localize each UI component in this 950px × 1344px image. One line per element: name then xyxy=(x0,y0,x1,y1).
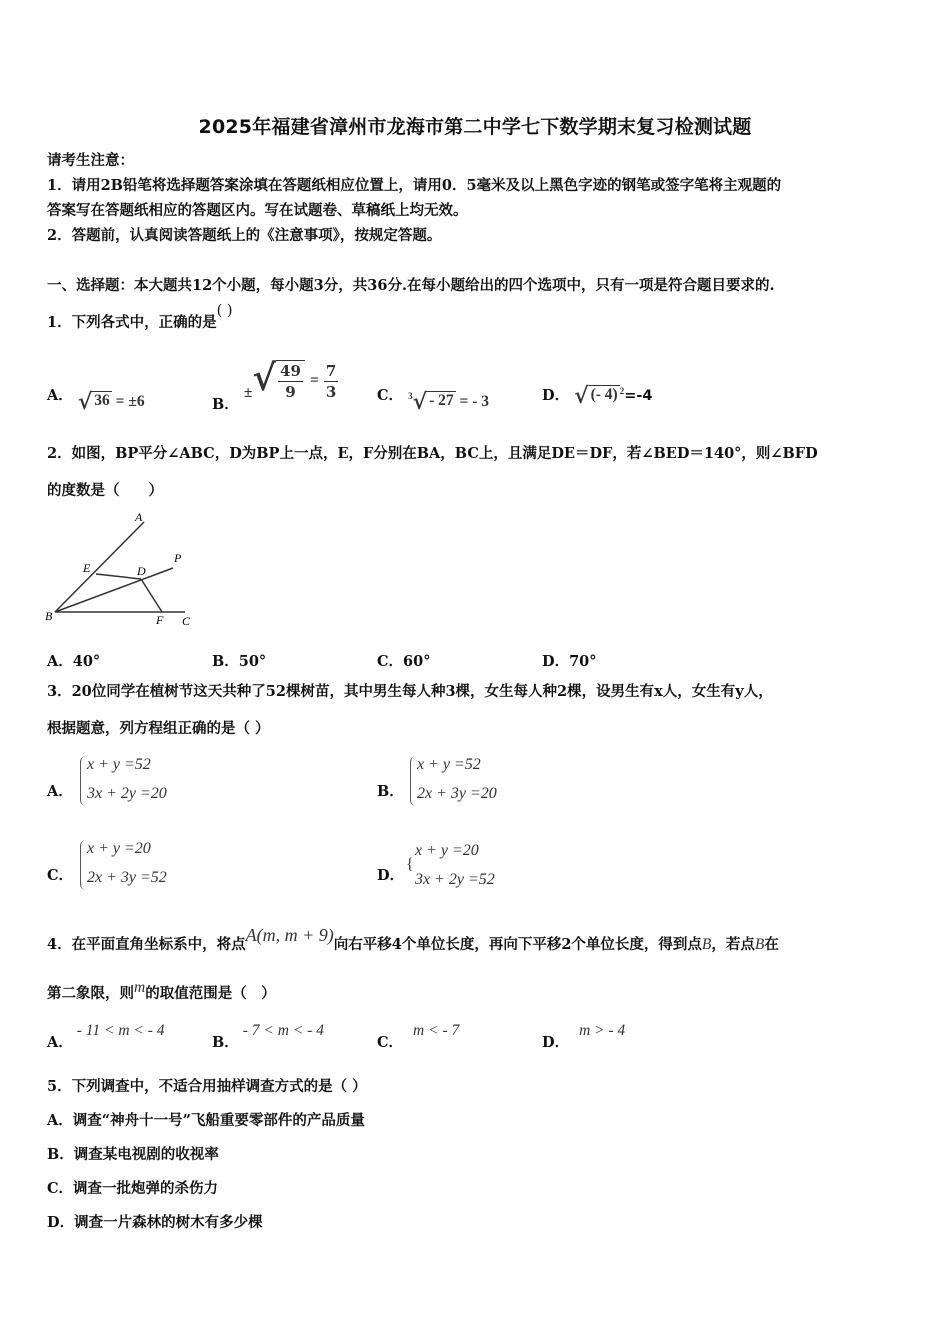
equation-2: 2x + 3y =52 xyxy=(87,869,167,886)
root-index: 3 xyxy=(408,391,413,401)
label-p: P xyxy=(174,551,182,565)
answer-paren: ( ) xyxy=(216,303,233,319)
ray-bp xyxy=(55,568,173,612)
notice-heading: 请考生注意： xyxy=(47,152,134,169)
q4-option-d xyxy=(542,1022,626,1052)
equation-1: x + y =52 xyxy=(417,756,481,773)
q3-option-d-system xyxy=(415,836,495,894)
q5-option-a: A．调查“神舟十一号”飞船重要零部件的产品质量 xyxy=(47,1112,365,1129)
q3-option-c-system xyxy=(87,834,167,892)
label-a: A xyxy=(135,510,143,524)
q2-option-b: B．50° xyxy=(212,653,267,670)
text: 4．在平面直角坐标系中，将点 xyxy=(47,936,246,953)
segment-df xyxy=(141,579,162,612)
question-1-text: 1．下列各式中，正确的是 xyxy=(47,314,217,331)
numerator: 49 xyxy=(280,362,301,380)
section-heading: 一、选择题：本大题共12个小题，每小题3分，共36分.在每小题给出的四个选项中，只有一项是符合题目要求的. xyxy=(47,277,775,294)
q4-option-c xyxy=(377,1022,460,1052)
equation-1: x + y =20 xyxy=(87,840,151,857)
q5-option-b: B．调查某电视剧的收视率 xyxy=(47,1146,219,1163)
radicand: 36 xyxy=(92,391,112,413)
q3-option-a-label: A． xyxy=(47,783,73,800)
q1-option-c xyxy=(377,384,489,415)
text: 第二象限，则 xyxy=(47,985,134,1002)
question-3-stem-line-2: 根据题意，列方程组正确的是（ ） xyxy=(47,720,270,737)
denominator: 9 xyxy=(285,383,296,401)
label-d: D xyxy=(137,564,146,578)
q1-option-d xyxy=(542,384,653,407)
equation-2: 3x + 2y =52 xyxy=(415,871,495,888)
q3-option-b-system xyxy=(417,750,497,808)
option-label: C． xyxy=(377,387,404,404)
point-b: B xyxy=(754,936,765,953)
q3-option-b-label: B． xyxy=(377,783,404,800)
system-brace xyxy=(80,840,87,890)
point-b: B xyxy=(701,936,712,953)
option-label: C． xyxy=(377,1034,404,1051)
sqrt-expression: √ (- 4) xyxy=(574,383,618,409)
equation-1: x + y =52 xyxy=(87,756,151,773)
equals: = xyxy=(309,372,319,389)
denominator: 3 xyxy=(325,382,337,401)
q1-option-b xyxy=(212,357,338,413)
option-label: A． xyxy=(47,387,73,404)
plus-minus: ± xyxy=(243,384,253,401)
question-2-stem-line-1: 2．如图，BP平分∠ABC，D为BP上一点，E，F分别在BA，BC上，且满足DE＝DF，若∠BED＝140°，则∠BFD xyxy=(47,445,818,462)
segment-de xyxy=(96,574,141,579)
equation-1: x + y =20 xyxy=(415,842,479,859)
q3-option-d-brace: { xyxy=(406,856,414,873)
label-c: C xyxy=(182,614,191,628)
option-text: = ±6 xyxy=(111,393,145,410)
equation-2: 3x + 2y =20 xyxy=(87,785,167,802)
notice-item-1-line-1: 1．请用2B铅笔将选择题答案涂填在答题纸相应位置上，请用0．5毫米及以上黑色字迹的钢笔或签字笔将主观题的 xyxy=(47,177,782,194)
option-expression: - 7 < m < - 4 xyxy=(242,1022,324,1039)
numerator: 7 xyxy=(325,361,337,380)
option-label: B． xyxy=(212,396,239,413)
text: ，若点 xyxy=(711,936,755,953)
option-expression: m < - 7 xyxy=(413,1022,460,1039)
question-4-stem-line-2 xyxy=(47,979,276,1004)
option-text: = - 3 xyxy=(455,393,489,410)
text: 在 xyxy=(764,936,779,953)
q2-option-d: D．70° xyxy=(542,653,597,670)
notice-item-2: 2．答题前，认真阅读答题纸上的《注意事项》，按规定答题。 xyxy=(47,227,442,244)
option-label: D． xyxy=(542,387,570,404)
fraction xyxy=(324,361,338,402)
option-label: B． xyxy=(212,1034,239,1051)
radicand: (- 4) xyxy=(589,385,620,407)
label-b: B xyxy=(45,609,53,623)
question-5-stem: 5．下列调查中，不适合用抽样调查方式的是（ ） xyxy=(47,1078,367,1095)
q1-option-a xyxy=(47,384,145,415)
q2-option-c: C．60° xyxy=(377,653,431,670)
equation-2: 2x + 3y =20 xyxy=(417,785,497,802)
sqrt-fraction: √ $\frac{49}{9}$ xyxy=(252,360,305,402)
question-4-stem-line-1 xyxy=(47,925,779,955)
option-expression: m > - 4 xyxy=(579,1022,626,1039)
variable-m: m xyxy=(134,979,146,996)
point-a: A(m, m + 9) xyxy=(245,925,334,945)
ray-ba xyxy=(55,522,144,612)
option-label: D． xyxy=(542,1034,570,1051)
system-brace xyxy=(80,756,87,806)
q5-option-d: D．调查一片森林的树木有多少棵 xyxy=(47,1214,263,1231)
option-expression: - 11 < m < - 4 xyxy=(76,1022,165,1039)
page-title: 2025年福建省漳州市龙海市第二中学七下数学期末复习检测试题 xyxy=(198,116,752,138)
q5-option-c: C．调查一批炮弹的杀伤力 xyxy=(47,1180,219,1197)
question-2-stem-line-2: 的度数是（ ） xyxy=(47,482,163,499)
sqrt-expression: √ 36 xyxy=(77,389,110,415)
question-1-stem xyxy=(47,303,233,333)
q2-geometry-figure xyxy=(40,508,200,628)
q3-option-d-label: D． xyxy=(377,867,405,884)
q4-option-b xyxy=(212,1022,324,1052)
option-text: =-4 xyxy=(624,388,653,404)
fraction xyxy=(276,360,305,402)
system-brace xyxy=(410,756,417,806)
text: 的取值范围是（ ） xyxy=(145,985,276,1002)
q4-option-a xyxy=(47,1022,165,1052)
label-f: F xyxy=(156,613,164,627)
option-label: A． xyxy=(47,1034,73,1051)
q2-option-a: A．40° xyxy=(47,653,101,670)
q3-option-a-system xyxy=(87,750,167,808)
text: 向右平移4个单位长度，再向下平移2个单位长度，得到点 xyxy=(333,936,702,953)
label-e: E xyxy=(83,561,91,575)
q3-option-c-label: C． xyxy=(47,867,74,884)
radicand: - 27 xyxy=(427,391,456,413)
notice-item-1-line-2: 答案写在答题纸相应的答题区内。写在试题卷、草稿纸上均无效。 xyxy=(47,202,468,219)
exponent: 2 xyxy=(619,386,625,397)
cube-root-expression: 3 √ - 27 xyxy=(408,389,454,415)
question-3-stem-line-1: 3．20位同学在植树节这天共种了52棵树苗，其中男生每人种3棵，女生每人种2棵，设男生有x人，女生有y人， xyxy=(47,683,773,700)
